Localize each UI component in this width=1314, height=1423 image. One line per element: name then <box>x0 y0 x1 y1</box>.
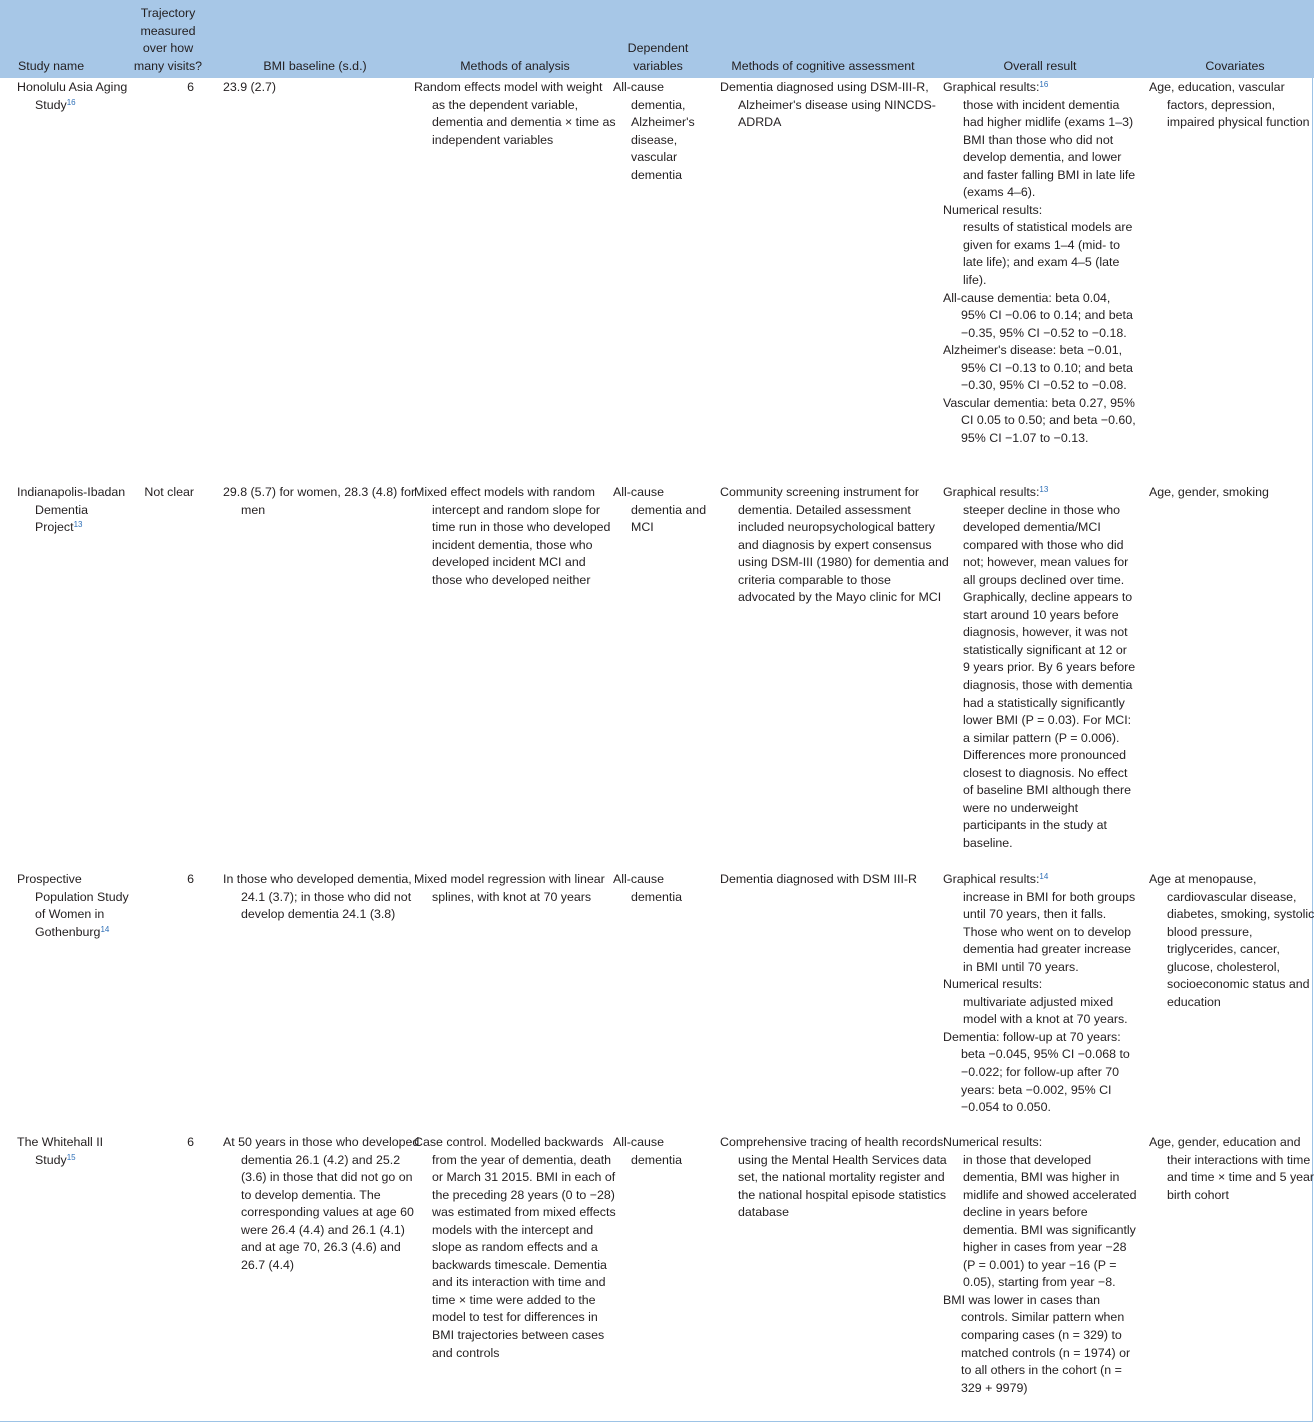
table-header <box>0 0 1314 78</box>
header-overall: Overall result <box>1003 58 1077 73</box>
reference: 14 <box>100 924 110 934</box>
overall-result: Graphical results:$^{13}$ steeper decline in those who developed dementia/MCI compared with those who did not; however, mean values for all groups declined over time. Graphically, decline appears to start around 10 years before diagnosis, however, it was not statistically significant at 12 or 9 years prior. By 6 years before diagnosis, those with dementia had a statistically significantly lower BMI (P = 0.03). For MCI: a similar pattern (P = 0.006). Differences more pronounced closest to diagnosis. No effect of baseline BMI although there were no underweight participants in the study at baseline. <box>943 485 1136 850</box>
visits: 6 <box>187 1135 194 1149</box>
overall-result: Graphical results:$^{14}$ increase in BMI for both groups until 70 years, then it falls. Those who went on to develop dementia had greater increase in BMI until 70 years. Numerical results: multivariate adjusted mixed model with a knot at 70 years. Dementia: follow-up at 70 years: beta −0.045, 95% CI −0.068 to −0.022; for follow-up after 70 years: beta −0.002, 95% CI −0.054 to 0.050. <box>943 872 1136 1115</box>
result-numerical: Numerical results: <box>943 202 1043 217</box>
visits: 6 <box>187 80 194 94</box>
header-trajectory: Trajectory measured over how many visits? <box>133 6 203 73</box>
reference: 15 <box>66 1152 76 1162</box>
cognitive-assessment: Dementia diagnosed using DSM-III-R, Alzheimer's disease using NINCDS-ADRDA <box>720 80 936 130</box>
reference: 13 <box>73 520 83 530</box>
study-name: Honolulu Asia Aging Study$^{16}$ <box>17 80 128 112</box>
methods-of-analysis: Mixed model regression with linear splines, with knot at 70 years <box>414 872 605 904</box>
methods-of-analysis: Random effects model with weight as the dependent variable, dementia and dementia × time as independent variables <box>414 80 616 147</box>
result-numerical: Numerical results: <box>943 1135 1043 1149</box>
header-cognitive: Methods of cognitive assessment <box>731 58 915 73</box>
result-graphical: Graphical results:$^{16}$ <box>943 80 1049 94</box>
bmi-baseline: At 50 years in those who developed dementia 26.1 (4.2) and 25.2 (3.6) in those that did not go on to develop dementia. The corresponding values at age 60 were 26.4 (4.4) and 26.1 (4.1) and at age 70, 26.3 (4.6) and 26.7 (4.4) <box>223 1135 420 1272</box>
dependent-variables: All-cause dementia and MCI <box>613 485 707 535</box>
reference: 16 <box>66 97 76 107</box>
bmi-baseline: 29.8 (5.7) for women, 28.3 (4.8) for men <box>223 485 416 517</box>
dependent-variables: All-cause dementia, Alzheimer's disease, vascular dementia <box>613 80 695 182</box>
header-dependent: Dependent variables <box>627 41 689 73</box>
visits: Not clear <box>144 485 194 499</box>
cognitive-assessment: Comprehensive tracing of health records using the Mental Health Services data set, the national mortality register and the national hospital episode statistics database <box>720 1135 947 1220</box>
header-methods: Methods of analysis <box>460 58 570 73</box>
study-name: Prospective Population Study of Women in Gothenburg$^{14}$ <box>17 872 129 939</box>
covariates: Age, gender, education and their interactions with time and time × time and 5 year birth cohort <box>1149 1135 1314 1202</box>
methods-of-analysis: Mixed effect models with random intercept and random slope for time run in those who developed incident dementia, those who developed incident MCI and those who developed neither <box>414 485 611 587</box>
result-numerical: Numerical results: <box>943 977 1043 992</box>
study-name: Indianapolis-Ibadan Dementia Project$^{13}$ <box>17 485 126 535</box>
overall-result: Graphical results:$^{16}$ those with incident dementia had higher midlife (exams 1–3) BMI than those who did not develop dementia, and lower and faster falling BMI in late life (exams 4–6). Numerical results: results of statistical models are given for exams 1–4 (mid- to late life); and exam 4–5 (late life). All-cause dementia: beta 0.04, 95% CI −0.06 to 0.14; and beta −0.35, 95% CI −0.52 to −0.18. Alzheimer's disease: beta −0.01, 95% CI −0.13 to 0.10; and beta −0.30, 95% CI −0.52 to −0.08. Vascular dementia: beta 0.27, 95% CI 0.05 to 0.50; and beta −0.60, 95% CI −1.07 to −0.13. <box>943 80 1136 445</box>
study-name: The Whitehall II Study$^{15}$ <box>17 1135 104 1167</box>
bmi-baseline: 23.9 (2.7) <box>223 80 277 94</box>
overall-result: Numerical results: in those that developed dementia, BMI was higher in midlife and showed accelerated decline in years before dementia. BMI was significantly higher in cases from year −28 (P = 0.001) to year −16 (P = 0.05), starting from year −8. BMI was lower in cases than controls. Similar pattern when comparing cases (n = 329) to matched controls (n = 1974) or to all others in the cohort (n = 329 + 9979) <box>943 1135 1137 1395</box>
dependent-variables: All-cause dementia <box>613 872 682 904</box>
covariates: Age at menopause, cardiovascular disease, diabetes, smoking, systolic blood pressure, triglycerides, cancer, glucose, cholesterol, socioeconomic status and education <box>1149 872 1314 1009</box>
header-bmi-baseline: BMI baseline (s.d.) <box>263 58 367 73</box>
visits: 6 <box>187 872 194 886</box>
cognitive-assessment: Community screening instrument for dementia. Detailed assessment included neuropsychological battery and diagnosis by expert consensus using DSM-III (1980) for dementia and criteria comparable to those advocated by the Mayo clinic for MCI <box>720 485 949 605</box>
covariates: Age, gender, smoking <box>1149 485 1269 499</box>
result-graphical: Graphical results:$^{13}$ <box>943 485 1049 499</box>
header-covariates: Covariates <box>1205 58 1265 73</box>
methods-of-analysis: Case control. Modelled backwards from the year of dementia, death or March 31 2015. BMI in each of the preceding 28 years (0 to −28) was estimated from mixed effects models with the intercept and slope as random effects and a backwards timescale. Dementia and its interaction with time and time × time were added to the model to test for differences in BMI trajectories between cases and controls <box>414 1135 616 1360</box>
cognitive-assessment: Dementia diagnosed with DSM III-R <box>720 872 917 886</box>
bmi-baseline: In those who developed dementia, 24.1 (3.7); in those who did not develop dementia 24.1 (3.8) <box>223 872 412 922</box>
result-graphical: Graphical results:$^{14}$ <box>943 872 1049 886</box>
dependent-variables: All-cause dementia <box>613 1135 682 1167</box>
covariates: Age, education, vascular factors, depression, impaired physical function <box>1149 80 1310 130</box>
header-study-name: Study name <box>18 58 85 73</box>
